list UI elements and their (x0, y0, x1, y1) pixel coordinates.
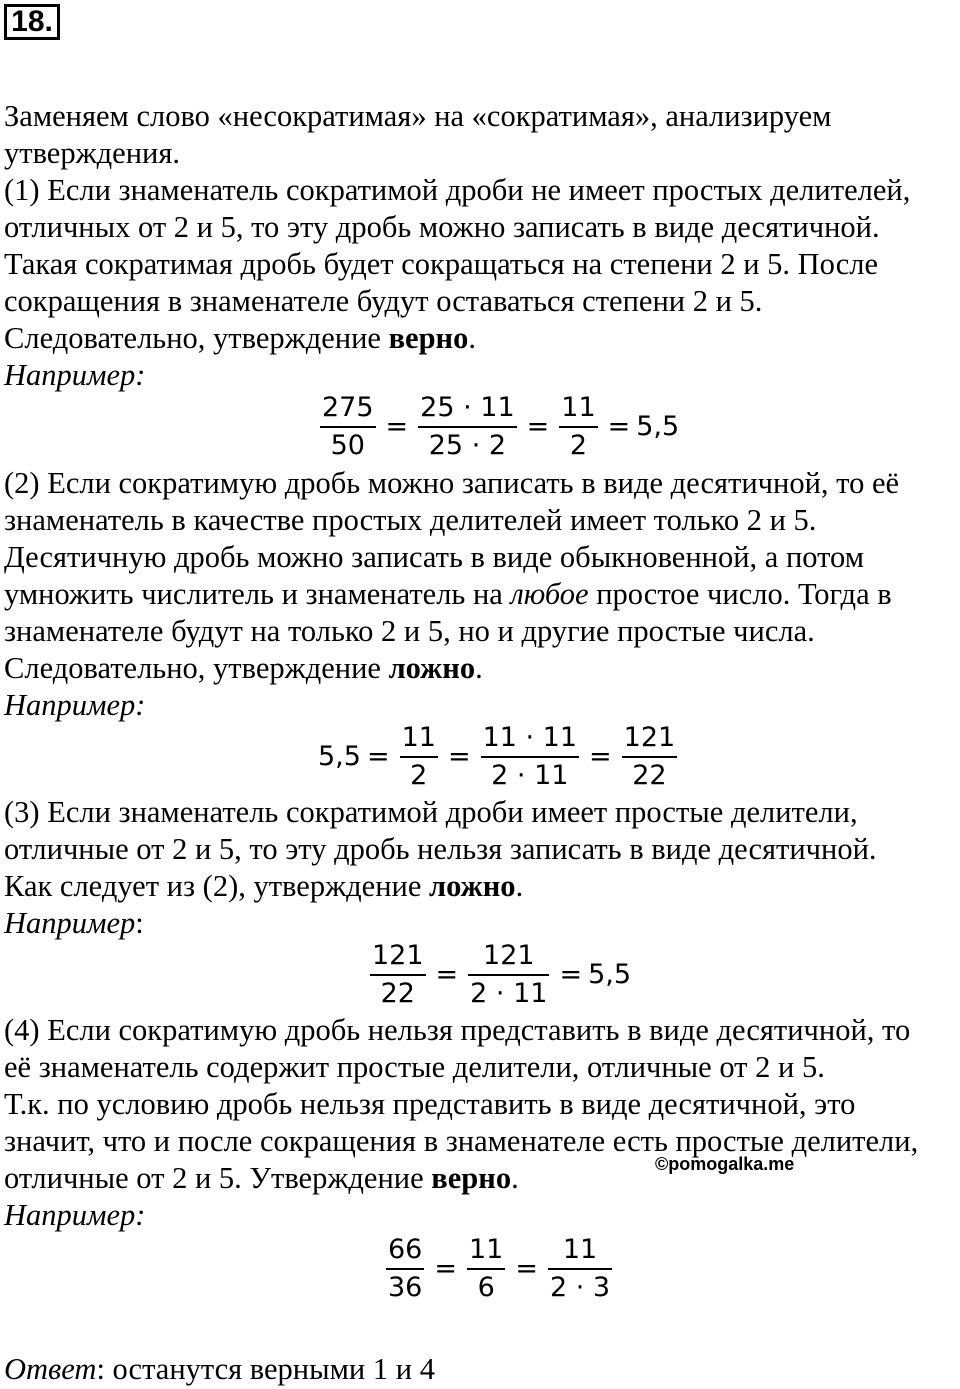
s3-conclusion: Как следует из (2), утверждение ложно. (4, 869, 524, 903)
s4-line-2: её знаменатель содержит простые делители, отличные от 2 и 5. (4, 1050, 825, 1084)
fraction: $\frac{121}{22}$ (623, 722, 676, 791)
s2-conclusion: Следовательно, утверждение ложно. (4, 651, 483, 685)
s1-conclusion: Следовательно, утверждение верно. (4, 321, 476, 355)
s4-example-label: Например: (4, 1198, 146, 1232)
s2-line-4: умножить числитель и знаменатель на любое простое число. Тогда в (4, 577, 892, 611)
s2-line-2: знаменатель в качестве простых делителей имеет только 2 и 5. (4, 503, 817, 537)
s4-verdict: верно (431, 1161, 512, 1195)
fraction: $\frac{11}{2 \cdot 3}$ (549, 1234, 611, 1303)
intro-line-2: утверждения. (4, 136, 181, 170)
s2-line-1: (2) Если сократимую дробь можно записать в виде десятичной, то её (4, 466, 900, 500)
s3-line-2: отличные от 2 и 5, то эту дробь нельзя записать в виде десятичной. (4, 832, 877, 866)
s1-line-2: отличных от 2 и 5, то эту дробь можно записать в виде десятичной. (4, 210, 880, 244)
fraction: $\frac{11}{2}$ (561, 392, 596, 461)
answer-text: : останутся верными 1 и 4 (96, 1352, 435, 1386)
s2-verdict: ложно (388, 651, 476, 685)
s1-verdict: верно (388, 321, 469, 355)
fraction: $\frac{275}{50}$ (322, 392, 374, 461)
s4-line-3: Т.к. по условию дробь нельзя представить в виде десятичной, это (4, 1087, 856, 1121)
fraction: $\frac{11}{6}$ (468, 1234, 504, 1303)
answer-label: Ответ (4, 1352, 97, 1386)
s1-line-1: (1) Если знаменатель сократимой дроби не имеет простых делителей, (4, 173, 911, 207)
watermark: ©pomogalka.me (655, 1154, 795, 1174)
fraction: $\frac{11}{2}$ (401, 722, 436, 791)
fraction: $\frac{11 \cdot 11}{2 \cdot 11}$ (482, 722, 578, 791)
intro-line-1: Заменяем слово «несократимая» на «сократимая», анализируем (4, 99, 832, 133)
s4-conclusion: отличные от 2 и 5. Утверждение верно. (4, 1161, 519, 1195)
s3-verdict: ложно (429, 869, 516, 903)
s4-line-1: (4) Если сократимую дробь нельзя представить в виде десятичной, то (4, 1013, 911, 1047)
fraction: $\frac{121}{2 \cdot 11}$ (470, 940, 548, 1009)
s2-line-5: знаменателе будут на только 2 и 5, но и другие простые числа. (4, 614, 815, 648)
problem-number-badge: 18. (4, 4, 60, 40)
s2-line-3: Десятичную дробь можно записать в виде обыкновенной, а потом (4, 540, 865, 574)
s1-equation: $\frac{275}{50}$ = $\frac{25 \cdot 11}{25 \cdot 2}$ = $\frac{11}{2}$ = 5,5 (322, 392, 680, 461)
answer-line (4, 1351, 435, 1387)
s1-line-4: сокращения в знаменателе будут оставаться степени 2 и 5. (4, 284, 763, 318)
fraction: $\frac{66}{36}$ (388, 1234, 423, 1303)
s3-example-label: Например: (4, 906, 144, 940)
s4-line-4: значит, что и после сокращения в знаменателе есть простые делители, (4, 1124, 919, 1158)
s3-line-1: (3) Если знаменатель сократимой дроби имеет простые делители, (4, 795, 858, 829)
s3-equation: $\frac{121}{22}$ = $\frac{121}{2 \cdot 11}$ = 5,5 (372, 940, 632, 1009)
fraction: $\frac{25 \cdot 11}{25 \cdot 2}$ (420, 392, 515, 461)
s2-equation: 5,5 = $\frac{11}{2}$ = $\frac{11 \cdot 11}{2 \cdot 11}$ = $\frac{121}{22}$ (318, 722, 676, 791)
s1-example-label: Например: (4, 358, 146, 392)
s1-line-3: Такая сократимая дробь будет сокращаться на степени 2 и 5. После (4, 247, 878, 281)
s4-equation: $\frac{66}{36}$ = $\frac{11}{6}$ = $\frac{11}{2 \cdot 3}$ (388, 1234, 611, 1303)
s2-example-label: Например: (4, 688, 146, 722)
fraction: $\frac{121}{22}$ (372, 940, 424, 1009)
